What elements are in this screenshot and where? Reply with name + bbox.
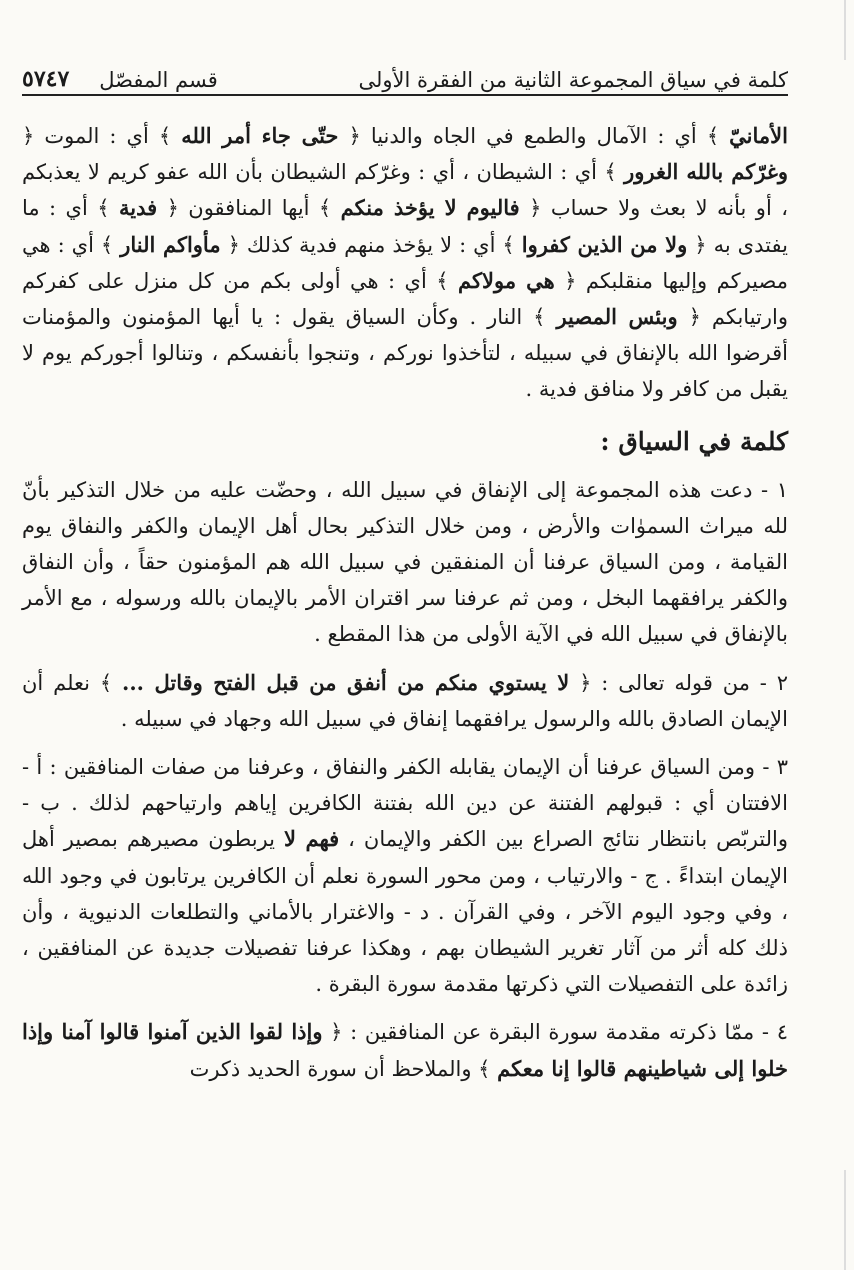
point-2-text: نعلم أن الإيمان الصادق بالله والرسول يرافقهما إنفاق في سبيل الله وجهاد في سبيله . [22,670,788,731]
close-bracket: ﴾ [533,305,546,330]
point-3-text-rest: يربطون مصيرهم بمصير أهل الإيمان ابتداءً . ج - والارتياب ، ومن محور السورة نعلم أن الكافرين يرتابون في وجود الله ، وفي وجود اليوم الآخر ، وفي القرآن . د - والاغترار بالأماني والتطلعات الدنيوية ، وأن ذلك كله أثر من آثار تغرير الشيطان بهم ، وهكذا عرفنا تفصيلات جديدة عن المنافقين ، زائدة على التفصيلات التي ذكرتها مقدمة سورة البقرة . [22,827,788,997]
quranic-word: حتّى جاء أمر الله [181,123,339,148]
commentary-text: أيها المنافقون [178,196,319,221]
close-bracket: ﴾ [478,1056,491,1081]
quranic-word: هي مولاكم [458,267,555,293]
page-body [22,118,788,1099]
point-4-intro: ٤ - ممّا ذكرته مقدمة سورة البقرة عن المنافقين : [342,1020,788,1045]
quranic-word: وبئس المصير [556,304,678,330]
page-edge [844,0,846,60]
open-bracket: ﴿ [227,232,240,257]
open-bracket: ﴿ [348,124,361,148]
close-bracket: ﴾ [604,160,617,185]
quranic-word: فاليوم لا يؤخذ منكم [340,195,520,221]
commentary-text: أي : لا يؤخذ منهم فدية كذلك [239,232,503,257]
open-bracket: ﴿ [22,124,35,148]
quranic-word: الأمانيّ [729,123,788,148]
section-name: قسم المفصّل [99,68,218,92]
close-bracket: ﴾ [436,268,449,293]
page-edge [844,1170,846,1270]
header-left [22,66,218,92]
commentary-text: أي : الآمال والطمع في الجاه والدنيا [360,124,707,148]
open-bracket: ﴿ [166,196,179,221]
running-title: كلمة في سياق المجموعة الثانية من الفقرة الأولى [358,68,788,92]
close-bracket: ﴾ [99,670,113,695]
intro-paragraph [22,118,788,408]
point-4-paragraph [22,1014,788,1086]
commentary-text: أي : هي أولى بكم من كل منزل على كفركم وارتيابكم [22,268,788,330]
close-bracket: ﴾ [706,124,720,148]
quranic-word: ولا من الذين كفروا [521,231,688,257]
quranic-word: مأواكم النار [120,231,221,257]
quranic-verse: وإذا لقوا الذين آمنوا قالوا آمنا وإذا خلوا إلى شياطينهم قالوا إنا معكم [22,1019,788,1081]
close-bracket: ﴾ [97,196,110,221]
point-3-paragraph [22,749,788,1002]
quranic-word: فدية [118,195,158,221]
open-bracket: ﴿ [529,196,542,221]
commentary-text: أي : الموت [34,124,159,148]
close-bracket: ﴾ [502,232,515,257]
open-bracket: ﴿ [330,1020,343,1045]
open-bracket: ﴿ [688,305,701,330]
commentary-text: أي : ما يفتدى به [22,196,788,257]
point-2-paragraph [22,665,788,737]
point-3-bold: فهم لا [283,826,340,852]
close-bracket: ﴾ [318,196,332,221]
point-3-text: ٣ - ومن السياق عرفنا أن الإيمان يقابله الكفر والنفاق ، وعرفنا من صفات المنافقين : أ - الافتتان أي : قبولهم الفتنة عن دين الله بفتنة الكافرين إياهم وارتياحهم لذلك . ب - والتربّص بانتظار نتائج الصراع بين الكفر والإيمان ، [22,755,789,852]
quranic-word: وغرّكم بالله الغرور [624,159,788,185]
close-bracket: ﴾ [100,232,114,257]
open-bracket: ﴿ [694,232,707,257]
quranic-verse: لا يستوي منكم من أنفق من قبل الفتح وقاتل ... [122,669,570,695]
section-heading: كلمة في السياق : [600,426,788,456]
commentary-text: النار . وكأن السياق يقول : يا أيها المؤمنون والمؤمنات أقرضوا الله بالإنفاق في سبيله ، لتأخذوا نوركم ، وتنجوا بأنفسكم ، وتنالوا أجوركم يوم لا يقبل من كافر ولا منافق فدية . [22,305,788,402]
point-2-intro: ٢ - من قوله تعالى : [591,670,789,695]
open-bracket: ﴿ [579,670,592,695]
close-bracket: ﴾ [158,124,172,148]
point-4-text: والملاحظ أن سورة الحديد ذكرت [189,1056,479,1081]
page-number: ٥٧٤٧ [22,66,70,92]
running-header [22,52,788,96]
commentary-text: أي : هي مصيركم وإليها منقلبكم [22,232,788,293]
commentary-text: أي : الشيطان ، أي : وغرّكم الشيطان بأن الله عفو كريم لا يعذبكم ، أو بأنه لا بعث ولا حساب [22,160,788,221]
open-bracket: ﴿ [564,268,577,293]
point-1-paragraph: ١ - دعت هذه المجموعة إلى الإنفاق في سبيل الله ، وحضّت عليه من خلال التذكير بأنّ لله ميراث السموٰات والأرض ، ومن خلال التذكير بحال أهل الإيمان والكفر والنفاق يوم القيامة ، ومن السياق عرفنا أن المنفقين في سبيل الله هم المؤمنون حقاً ، وأن النفاق والكفر يرافقهما البخل ، ومن ثم عرفنا سر اقتران الأمر بالإيمان بالله ورسوله ، مع الأمر بالإنفاق في سبيل الله في الآية الأولى من هذا المقطع . [22,477,788,647]
